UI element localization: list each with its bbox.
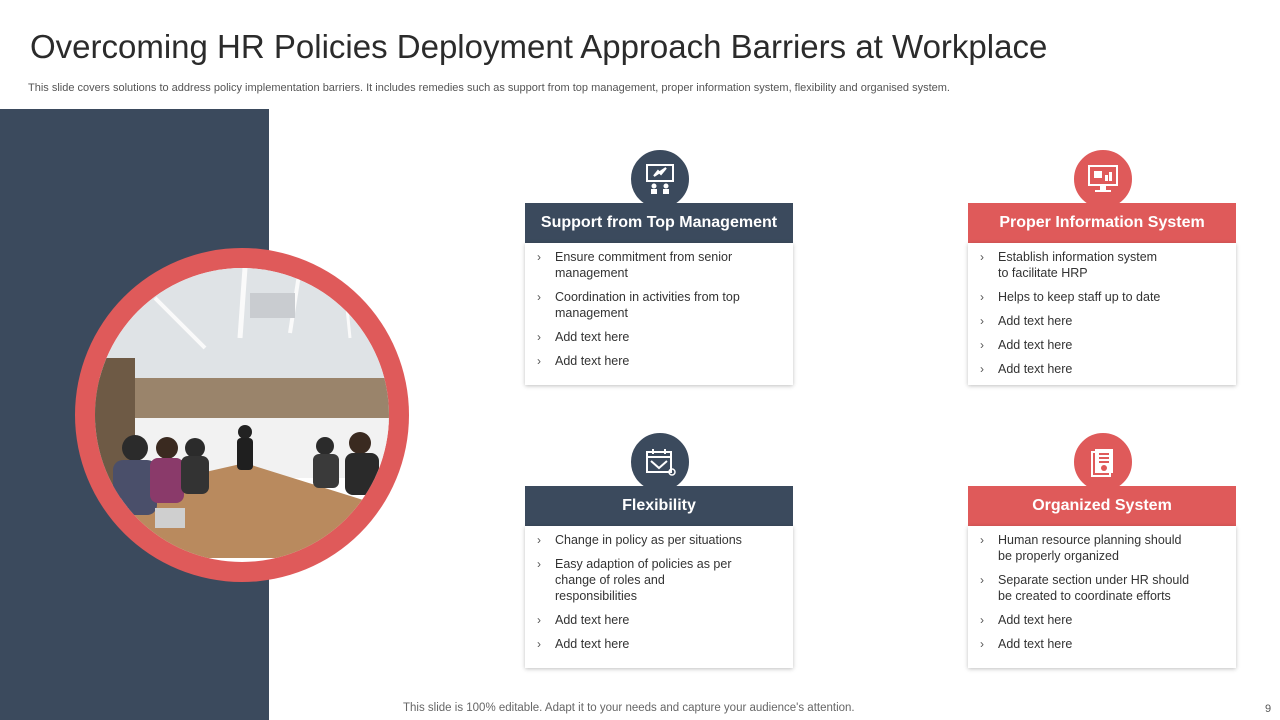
card-title: Proper Information System [968, 203, 1236, 243]
chevron-right-icon: › [537, 637, 541, 651]
chevron-right-icon: › [537, 354, 541, 368]
chevron-right-icon: › [537, 557, 541, 571]
chevron-right-icon: › [980, 362, 984, 376]
slide-title: Overcoming HR Policies Deployment Approach Barriers at Workplace [30, 28, 1048, 65]
list-item: › Ensure commitment from senior management [537, 250, 733, 280]
list-item: › Add text here [537, 613, 630, 627]
list-item: › Add text here [980, 613, 1073, 627]
list-item: › Change in policy as per situations [537, 533, 742, 547]
list-item: › Easy adaption of policies as per change of roles and responsibilities [537, 557, 732, 603]
chevron-right-icon: › [980, 533, 984, 547]
card-body [525, 526, 793, 668]
list-item: › Helps to keep staff up to date [980, 290, 1161, 304]
monitor-chart-icon [1072, 148, 1134, 210]
meeting-room-photo [95, 268, 389, 562]
document-system-icon [1072, 431, 1134, 493]
list-item: › Coordination in activities from top management [537, 290, 740, 320]
card-body [968, 526, 1236, 668]
card-title: Support from Top Management [525, 203, 793, 243]
card-title: Flexibility [525, 486, 793, 526]
chevron-right-icon: › [537, 330, 541, 344]
chevron-right-icon: › [980, 290, 984, 304]
list-item: › Add text here [980, 637, 1073, 651]
presentation-meeting-icon [629, 148, 691, 210]
chevron-right-icon: › [537, 613, 541, 627]
chevron-right-icon: › [980, 314, 984, 328]
chevron-right-icon: › [980, 250, 984, 264]
list-item: › Human resource planning should be properly organized [980, 533, 1182, 563]
chevron-right-icon: › [537, 533, 541, 547]
chevron-right-icon: › [537, 250, 541, 264]
chevron-right-icon: › [980, 613, 984, 627]
chevron-right-icon: › [537, 290, 541, 304]
page-number: 9 [1265, 703, 1272, 715]
footer-note: This slide is 100% editable. Adapt it to your needs and capture your audience's attention. [403, 702, 855, 714]
chevron-right-icon: › [980, 573, 984, 587]
list-item: › Add text here [537, 330, 630, 344]
list-item: › Establish information system to facilitate HRP [980, 250, 1158, 280]
list-item: › Add text here [980, 362, 1073, 376]
list-item: › Add text here [537, 354, 630, 368]
list-item: › Add text here [537, 637, 630, 651]
slide-subtitle: This slide covers solutions to address policy implementation barriers. It includes remedies such as support from top management, proper information system, flexibility and organised system. [28, 82, 950, 94]
list-item: › Separate section under HR should be created to coordinate efforts [980, 573, 1190, 603]
list-item: › Add text here [980, 338, 1073, 352]
chevron-right-icon: › [980, 338, 984, 352]
chevron-right-icon: › [980, 637, 984, 651]
calendar-flex-icon [629, 431, 691, 493]
list-item: › Add text here [980, 314, 1073, 328]
card-title: Organized System [968, 486, 1236, 526]
card-body [525, 243, 793, 385]
card-body [968, 243, 1236, 385]
photo-ring [75, 248, 409, 582]
